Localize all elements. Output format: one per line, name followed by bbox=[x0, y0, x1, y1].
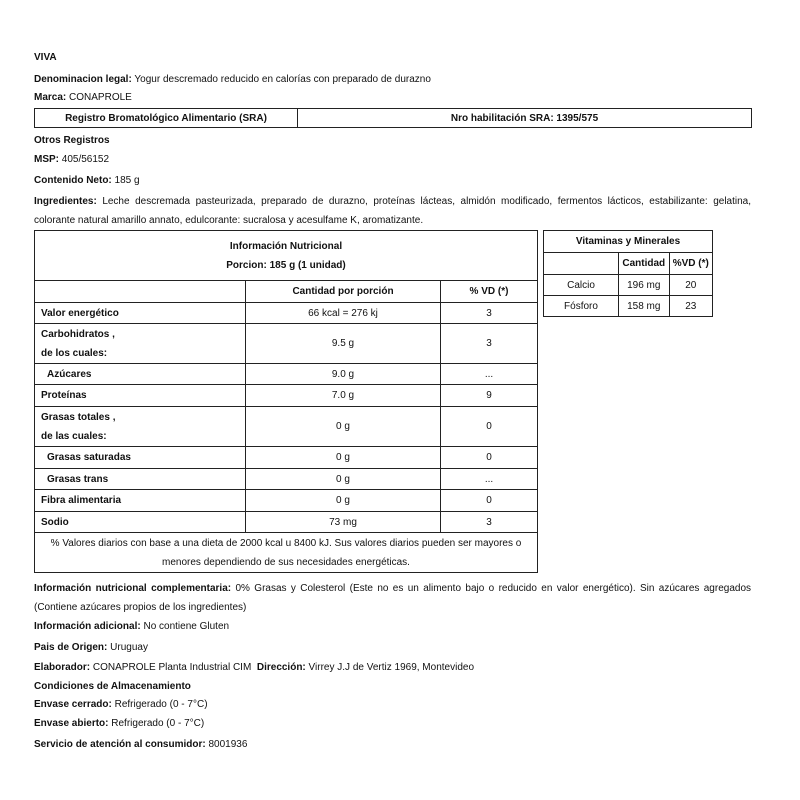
info-complementaria: Información nutricional complementaria: 0% Grasas y Colesterol (Este no es un alimento bajo o reducido en valor energético). Sin azúcares agregados (Contiene azúcares propios de los ingredientes) bbox=[34, 583, 752, 613]
vitamins-table bbox=[543, 230, 713, 317]
table-row: Fibra alimentaria 0 g 0 bbox=[35, 490, 538, 512]
pais-origen: Pais de Origen: Uruguay bbox=[34, 642, 148, 653]
vit-col-vd: %VD (*) bbox=[669, 253, 712, 275]
table-row: Carbohidratos , de los cuales: 9.5 g 3 bbox=[35, 324, 538, 364]
nutrition-footnote: % Valores diarios con base a una dieta de 2000 kcal u 8400 kJ. Sus valores diarios pueden ser mayores o menores dependiendo de sus necesidades energéticas. bbox=[35, 533, 538, 573]
table-row: Grasas trans 0 g ... bbox=[35, 469, 538, 490]
marca: Marca: CONAPROLE bbox=[34, 92, 132, 103]
col-vd: % VD (*) bbox=[441, 281, 538, 303]
table-row: Azúcares 9.0 g ... bbox=[35, 364, 538, 385]
sra-label: Registro Bromatológico Alimentario (SRA) bbox=[35, 109, 298, 128]
product-title: VIVA bbox=[34, 52, 57, 63]
servicio-consumidor: Servicio de atención al consumidor: 8001936 bbox=[34, 739, 248, 750]
table-row: Fósforo 158 mg 23 bbox=[544, 296, 713, 317]
table-row: Proteínas 7.0 g 9 bbox=[35, 385, 538, 407]
vitamins-title: Vitaminas y Minerales bbox=[544, 231, 713, 253]
msp: MSP: 405/56152 bbox=[34, 154, 110, 165]
otros-registros: Otros Registros bbox=[34, 135, 110, 146]
table-row: Calcio 196 mg 20 bbox=[544, 275, 713, 296]
nutrition-header: Información Nutricional Porcion: 185 g (1 unidad) bbox=[35, 231, 538, 281]
info-adicional: Información adicional: No contiene Gluten bbox=[34, 621, 230, 632]
sra-table bbox=[34, 108, 752, 128]
condiciones-almacenamiento: Condiciones de Almacenamiento bbox=[34, 681, 191, 692]
table-row: Grasas saturadas 0 g 0 bbox=[35, 447, 538, 469]
contenido-neto: Contenido Neto: 185 g bbox=[34, 175, 140, 186]
envase-abierto: Envase abierto: Refrigerado (0 - 7°C) bbox=[34, 718, 205, 729]
sra-number: Nro habilitación SRA: 1395/575 bbox=[298, 109, 752, 128]
elaborador: Elaborador: CONAPROLE Planta Industrial CIM Dirección: Virrey J.J de Vertiz 1969, Montevideo bbox=[34, 662, 475, 673]
table-row: Sodio 73 mg 3 bbox=[35, 512, 538, 533]
table-row: Grasas totales , de las cuales: 0 g 0 bbox=[35, 407, 538, 447]
nutrition-table bbox=[34, 230, 538, 573]
table-row: Valor energético 66 kcal = 276 kj 3 bbox=[35, 303, 538, 324]
vit-col-amount: Cantidad bbox=[619, 253, 670, 275]
denominacion-legal: Denominacion legal: Yogur descremado reducido en calorías con preparado de durazno bbox=[34, 74, 431, 85]
col-amount: Cantidad por porción bbox=[246, 281, 441, 303]
ingredientes: Ingredientes: Leche descremada pasteurizada, preparado de durazno, proteínas lácteas, almidón modificado, fermentos lácticos, estabilizante: gelatina, colorante natural amarillo annato, edulcorante: sucralosa y acesulfame K, aromatizante. bbox=[34, 196, 751, 226]
envase-cerrado: Envase cerrado: Refrigerado (0 - 7°C) bbox=[34, 699, 208, 710]
